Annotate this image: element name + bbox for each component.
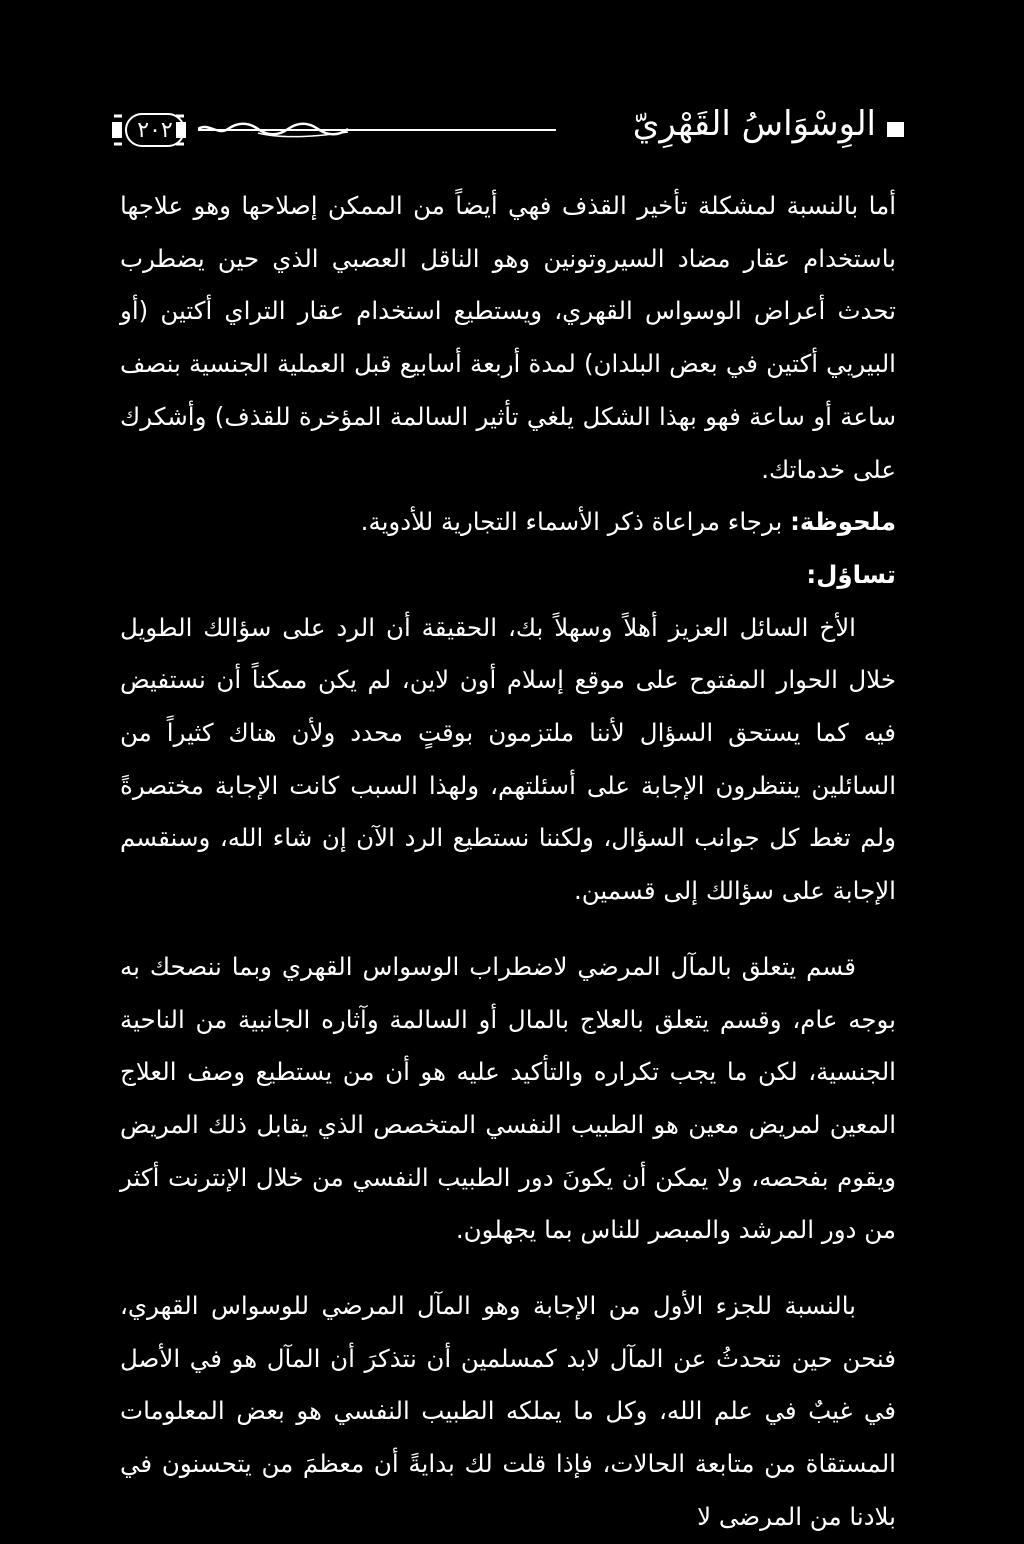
paragraph-1: أما بالنسبة لمشكلة تأخير القذف فهي أيضاً من الممكن إصلاحها وهو علاجها باستخدام عقار مضاد السيروتونين وهو الناقل العصبي الذي حين يضطرب تحدث أعراض الوسواس القهري، ويستطيع استخدام عقار التراي أكتين (أو البيريي أكتين في بعض البلدان) لمدة أربعة أسابيع قبل العملية الجنسية بنصف ساعة أو ساعة فهو بهذا الشكل يلغي تأثير السالمة المؤخرة للقذف) وأشكرك على خدماتك. [120,191,896,484]
body-text [120,180,896,1544]
page-header [118,96,904,160]
question-label: تساؤل: [806,559,896,589]
running-title: الوِسْوَاسُ القَهْرِيّ [632,104,876,144]
note-text: برجاء مراعاة ذكر الأسماء التجارية للأدوية. [360,507,783,537]
paragraph-2: الأخ السائل العزيز أهلاً وسهلاً بك، الحقيقة أن الرد على سؤالك الطويل خلال الحوار المفتوح على موقع إسلام أون لاين، لم يكن ممكناً أن نستفيض فيه كما يستحق السؤال لأننا ملتزمون بوقتٍ محدد ولأن هناك كثيراً من السائلين ينتظرون الإجابة على أسئلتهم، ولهذا السبب كانت الإجابة مختصرةً ولم تغط كل جوانب السؤال، ولكننا نستطيع الرد الآن إن شاء الله، وسنقسم الإجابة على سؤالك إلى قسمين. [120,612,896,906]
header-flourish-icon [198,118,348,138]
header-square-marker [887,122,904,137]
paragraph-gap [120,1257,896,1280]
paragraph-gap [120,918,896,941]
note-paragraph [120,496,896,549]
paragraph-4: بالنسبة للجزء الأول من الإجابة وهو المآل المرضي للوسواس القهري، فنحن حين نتحدثُ عن المآل لابد كمسلمين أن نتذكرَ أن المآل هو في الأصل في غيبٌ في علم الله، وكل ما يملكه الطبيب النفسي هو بعض المعلومات المستقاة من متابعة الحالات، فإذا قلت لك بدايةً أن معظمَ من يتحسنون في بلادنا من المرضى لا [120,1291,896,1531]
note-label: ملحوظة: [790,507,896,537]
page-number: ٢٠٢ [125,113,185,147]
paragraph-3: قسم يتعلق بالمآل المرضي لاضطراب الوسواس القهري وبما ننصحك به بوجه عام، وقسم يتعلق بالعلاج بالمال أو السالمة وآثاره الجانبية من الناحية الجنسية، لكن ما يجب تكراره والتأكيد عليه هو أن من يستطيع وصف العلاج المعين لمريض معين هو الطبيب النفسي المتخصص الذي يقابل ذلك المريض ويقوم بفحصه، ولا يمكن أن يكونَ دور الطبيب النفسي من خلال الإنترنت أكثر من دور المرشد والمبصر للناس بما يجهلون. [120,951,896,1245]
